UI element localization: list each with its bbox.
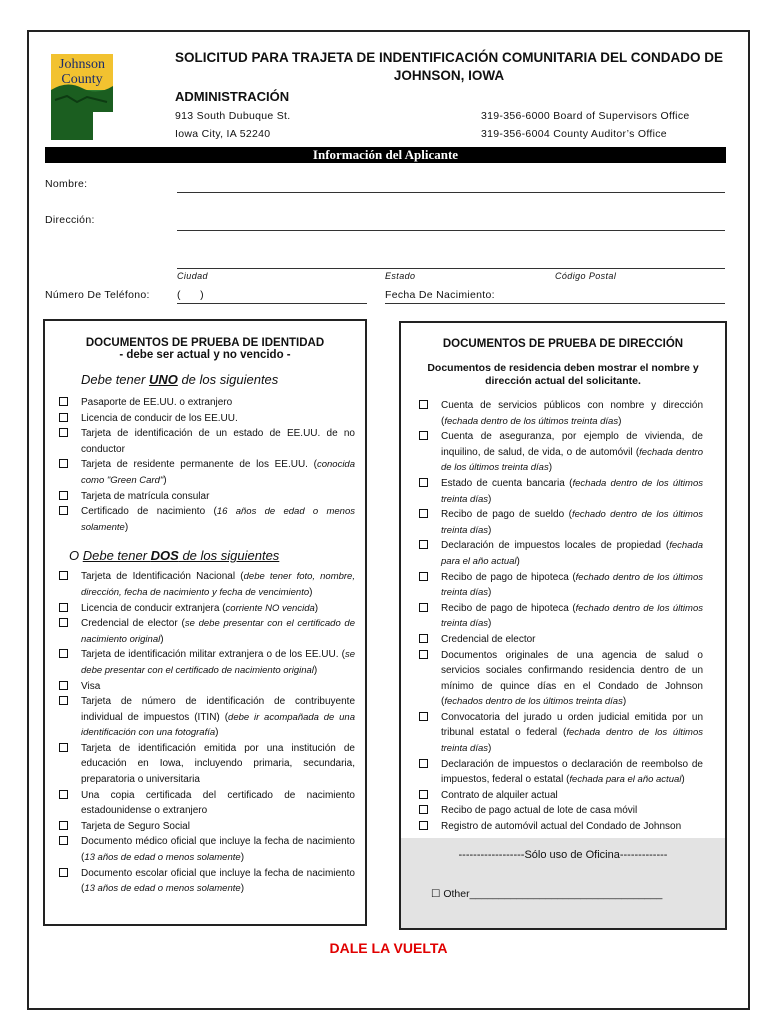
- item-text: Convocatoria del jurado u orden judicial emitida por un tribunal estatal o federal (: [441, 711, 703, 739]
- checklist-item: [57, 819, 355, 835]
- checkbox[interactable]: [419, 572, 428, 581]
- item-text: Documento escolar oficial que incluye la fecha de nacimiento (: [81, 867, 355, 895]
- address-field[interactable]: [177, 230, 725, 231]
- checklist-item: [417, 632, 703, 648]
- checkbox[interactable]: [419, 805, 428, 814]
- checklist-item: [57, 489, 355, 505]
- checklist-item: [57, 679, 355, 695]
- item-text: Recibo de pago actual de lote de casa móvil: [441, 805, 638, 817]
- item-close: ): [488, 524, 492, 536]
- item-note: fechado dentro de los últimos treinta días: [441, 602, 703, 630]
- checklist-item: [417, 757, 703, 788]
- identity-documents-box: [43, 319, 367, 926]
- item-close: ): [309, 586, 313, 598]
- item-text: Tarjeta de matrícula consular: [81, 490, 210, 502]
- item-text: Licencia de conducir de los EE.UU.: [81, 412, 238, 424]
- checklist-item: [417, 803, 703, 819]
- item-note: 13 años de edad o menos solamente: [84, 883, 241, 895]
- checkbox[interactable]: [59, 836, 68, 845]
- checkbox[interactable]: [419, 634, 428, 643]
- checklist-item: [57, 694, 355, 741]
- item-text: Recibo de pago de hipoteca (: [441, 571, 576, 583]
- checkbox[interactable]: [419, 603, 428, 612]
- item-text: Tarjeta de número de identificación de contribuyente individual de impuestos (ITIN) (: [81, 696, 355, 723]
- checkbox[interactable]: [59, 649, 68, 658]
- item-text: Credencial de elector (: [81, 618, 185, 630]
- checkbox[interactable]: [59, 821, 68, 830]
- item-close: ): [313, 664, 318, 676]
- checklist-item: [417, 507, 703, 538]
- residence-subheading: Documentos de residencia deben mostrar el nombre y dirección actual del solicitante.: [427, 362, 699, 387]
- applicant-info-banner: Información del Aplicante: [45, 147, 726, 163]
- item-note: 16 años de edad o menos solamente: [81, 506, 355, 533]
- phone-line-1: 319-356-6000 Board of Supervisors Office: [481, 110, 690, 122]
- item-text: Una copia certificada del certificado de nacimiento estadounidense o extranjero: [81, 789, 355, 817]
- item-close: ): [622, 696, 627, 708]
- checkbox[interactable]: [59, 413, 68, 422]
- item-text: Declaración de impuestos locales de propiedad (: [441, 540, 670, 552]
- dob-field[interactable]: [385, 303, 725, 304]
- item-text: Tarjeta de identificación militar extranjera o de los EE.UU. (: [81, 649, 345, 661]
- checklist-item: [417, 398, 703, 429]
- checkbox[interactable]: [419, 400, 428, 409]
- one-of-following-heading: Debe tener UNO de los siguientes: [81, 372, 279, 387]
- item-close: ): [163, 474, 167, 486]
- form-page: [27, 30, 750, 1010]
- phone-paren: ( ): [177, 289, 204, 301]
- checklist-item: [57, 866, 355, 897]
- checkbox[interactable]: [59, 571, 68, 580]
- checklist-item: [417, 819, 703, 835]
- city-label: Ciudad: [177, 271, 208, 281]
- item-note: debe ir acompañada de una identificación con una fotografía: [81, 711, 355, 739]
- checklist-item: [57, 834, 355, 865]
- admin-label: ADMINISTRACIÓN: [175, 89, 290, 104]
- form-title: SOLICITUD PARA TRAJETA DE INDENTIFICACIÓN COMUNITARIA DEL CONDADO DE JOHNSON, IOWA: [175, 50, 723, 83]
- item-close: ): [124, 521, 129, 533]
- checkbox[interactable]: [59, 459, 68, 468]
- item-note: se debe presentar con el certificado de nacimiento original: [81, 649, 355, 676]
- checkbox[interactable]: [59, 696, 68, 705]
- item-close: ): [516, 555, 520, 567]
- checklist-item: [57, 601, 355, 617]
- item-text: Contrato de alquiler actual: [441, 789, 558, 801]
- checkbox[interactable]: [419, 759, 428, 768]
- item-text: Tarjeta de Seguro Social: [81, 820, 190, 832]
- item-note: fechado dentro de los últimos treinta días: [441, 571, 703, 599]
- checkbox[interactable]: [59, 743, 68, 752]
- checklist-item: [417, 429, 703, 476]
- item-text: Documentos originales de una agencia de salud o servicios sociales confirmando residencia dentro de un mínimo de quince días en el Condado de Johnson (: [441, 649, 703, 708]
- item-note: se debe presentar con el certificado de nacimiento original: [81, 618, 356, 645]
- checklist-item: [417, 476, 703, 507]
- office-use-area: [401, 838, 725, 928]
- checklist-item: [57, 395, 355, 411]
- checklist-item: [417, 538, 703, 569]
- phone-line-2: 319-356-6004 County Auditor’s Office: [481, 128, 667, 140]
- item-note: fechada para el año actual: [441, 540, 703, 567]
- item-text: Certificado de nacimiento (: [81, 506, 217, 518]
- checkbox[interactable]: [59, 681, 68, 690]
- item-text: Registro de automóvil actual del Condado de Johnson: [441, 821, 682, 833]
- checkbox[interactable]: [419, 478, 428, 487]
- item-close: ): [215, 727, 219, 739]
- item-text: Pasaporte de EE.UU. o extranjero: [81, 397, 233, 408]
- residence-heading: DOCUMENTOS DE PRUEBA DE DIRECCIÓN: [442, 338, 684, 350]
- checkbox[interactable]: [419, 650, 428, 659]
- checkbox[interactable]: [59, 790, 68, 799]
- item-close: ): [548, 462, 553, 474]
- item-note: fechada dentro de los últimos treinta días: [441, 477, 703, 505]
- checkbox[interactable]: [59, 868, 68, 877]
- svg-text:County: County: [61, 72, 103, 87]
- checkbox[interactable]: [419, 431, 428, 440]
- checklist-item: [57, 457, 355, 488]
- residence-list: [417, 398, 703, 835]
- item-note: fechados dentro de los últimos treinta días: [444, 696, 623, 708]
- item-note: 13 años de edad o menos solamente: [84, 852, 241, 864]
- state-label: Estado: [385, 271, 416, 281]
- checklist-item: [57, 647, 355, 678]
- checklist-item: [417, 570, 703, 601]
- item-close: ): [681, 774, 685, 786]
- two-of-following-heading: O Debe tener DOS de los siguientes: [69, 548, 280, 564]
- residence-documents-box: [399, 321, 727, 930]
- item-close: ): [488, 743, 492, 755]
- item-text: Documento médico oficial que incluye la fecha de nacimiento (: [81, 836, 355, 864]
- checkbox[interactable]: [59, 506, 68, 515]
- checklist-item: [57, 504, 355, 535]
- name-label: Nombre:: [45, 178, 88, 190]
- item-text: Tarjeta de Identificación Nacional (: [81, 571, 244, 583]
- item-note: fechada dentro de los últimos treinta días: [441, 727, 704, 755]
- identity-heading: DOCUMENTOS DE PRUEBA DE IDENTIDAD: [85, 337, 325, 349]
- item-note: debe tener foto, nombre, dirección, fecha de nacimiento y fecha de vencimiento: [81, 571, 355, 598]
- checkbox[interactable]: [59, 428, 68, 437]
- checklist-item: [57, 426, 355, 457]
- checkbox[interactable]: [59, 491, 68, 500]
- checklist-item: [417, 648, 703, 710]
- item-close: ): [314, 602, 319, 614]
- checklist-item: [57, 411, 355, 427]
- checkbox[interactable]: [59, 397, 68, 406]
- item-text: Tarjeta de identificación de un estado de EE.UU. de no conductor: [81, 428, 355, 455]
- city-state-zip-field[interactable]: [177, 268, 725, 269]
- item-close: ): [160, 633, 164, 645]
- item-note: fechada dentro de los últimos treinta días: [444, 415, 619, 427]
- checklist-item: [417, 601, 703, 632]
- item-text: Visa: [81, 680, 101, 692]
- name-field[interactable]: [177, 192, 725, 193]
- item-close: ): [240, 852, 245, 864]
- item-close: ): [488, 587, 492, 599]
- checklist-item: [57, 616, 355, 647]
- item-close: ): [240, 883, 245, 895]
- office-other-field[interactable]: ☐ Other_________________________________: [431, 888, 663, 900]
- item-text: Credencial de elector: [441, 633, 536, 645]
- item-text: Tarjeta de residente permanente de los EE.UU. (: [81, 459, 317, 471]
- address-line-1: 913 South Dubuque St.: [175, 110, 291, 122]
- item-note: fechado dentro de los últimos treinta días: [441, 509, 703, 536]
- svg-text:Johnson: Johnson: [59, 57, 105, 72]
- checkbox[interactable]: [419, 790, 428, 799]
- checkbox[interactable]: [59, 603, 68, 612]
- item-text: Tarjeta de identificación emitida por una institución de educación en Iowa, incluyendo primaria, secundaria, preparatoria o universitaria: [81, 742, 355, 786]
- checkbox[interactable]: [419, 712, 428, 721]
- checkbox[interactable]: [59, 618, 68, 627]
- checkbox[interactable]: [419, 509, 428, 518]
- checkbox[interactable]: [419, 821, 428, 830]
- item-text: Declaración de impuestos o declaración de reembolso de impuestos, federal o estatal (: [441, 758, 703, 786]
- checklist-item: [417, 788, 703, 804]
- item-note: corriente NO vencida: [225, 602, 315, 614]
- checklist-item: [57, 569, 355, 600]
- dob-label: Fecha De Nacimiento:: [385, 289, 495, 301]
- checklist-item: [57, 741, 355, 788]
- item-text: Recibo de pago de sueldo (: [441, 509, 572, 521]
- checklist-item: [57, 788, 355, 819]
- identity-subheading: - debe ser actual y no vencido -: [119, 349, 291, 361]
- phone-label: Número De Teléfono:: [45, 289, 150, 301]
- item-text: Recibo de pago de hipoteca (: [441, 602, 576, 614]
- item-close: ): [488, 493, 492, 505]
- identity-two-list: [57, 569, 355, 896]
- zip-label: Código Postal: [555, 271, 617, 281]
- address-label: Dirección:: [45, 214, 95, 226]
- phone-field[interactable]: [177, 303, 367, 304]
- identity-one-list: [57, 395, 355, 535]
- johnson-county-logo: [47, 50, 117, 145]
- checklist-item: [417, 710, 703, 757]
- item-text: Estado de cuenta bancaria (: [441, 477, 573, 489]
- item-text: Cuenta de aseguranza, por ejemplo de vivienda, de inquilino, de salud, de vida, o de automóvil (: [441, 431, 703, 458]
- checkbox[interactable]: [419, 540, 428, 549]
- item-note: fechada para el año actual: [569, 774, 682, 786]
- office-use-title: ------------------Sólo uso de Oficina-------------: [458, 849, 668, 861]
- item-note: fechada dentro de los últimos treinta días: [441, 446, 703, 474]
- item-close: ): [488, 618, 492, 630]
- turn-over-notice: DALE LA VUELTA: [329, 940, 448, 956]
- item-text: Cuenta de servicios públicos con nombre y dirección (: [441, 400, 703, 427]
- item-close: ): [618, 415, 622, 427]
- item-note: conocida como "Green Card": [81, 459, 355, 486]
- address-line-2: Iowa City, IA 52240: [175, 128, 271, 140]
- item-text: Licencia de conducir extranjera (: [81, 602, 226, 614]
